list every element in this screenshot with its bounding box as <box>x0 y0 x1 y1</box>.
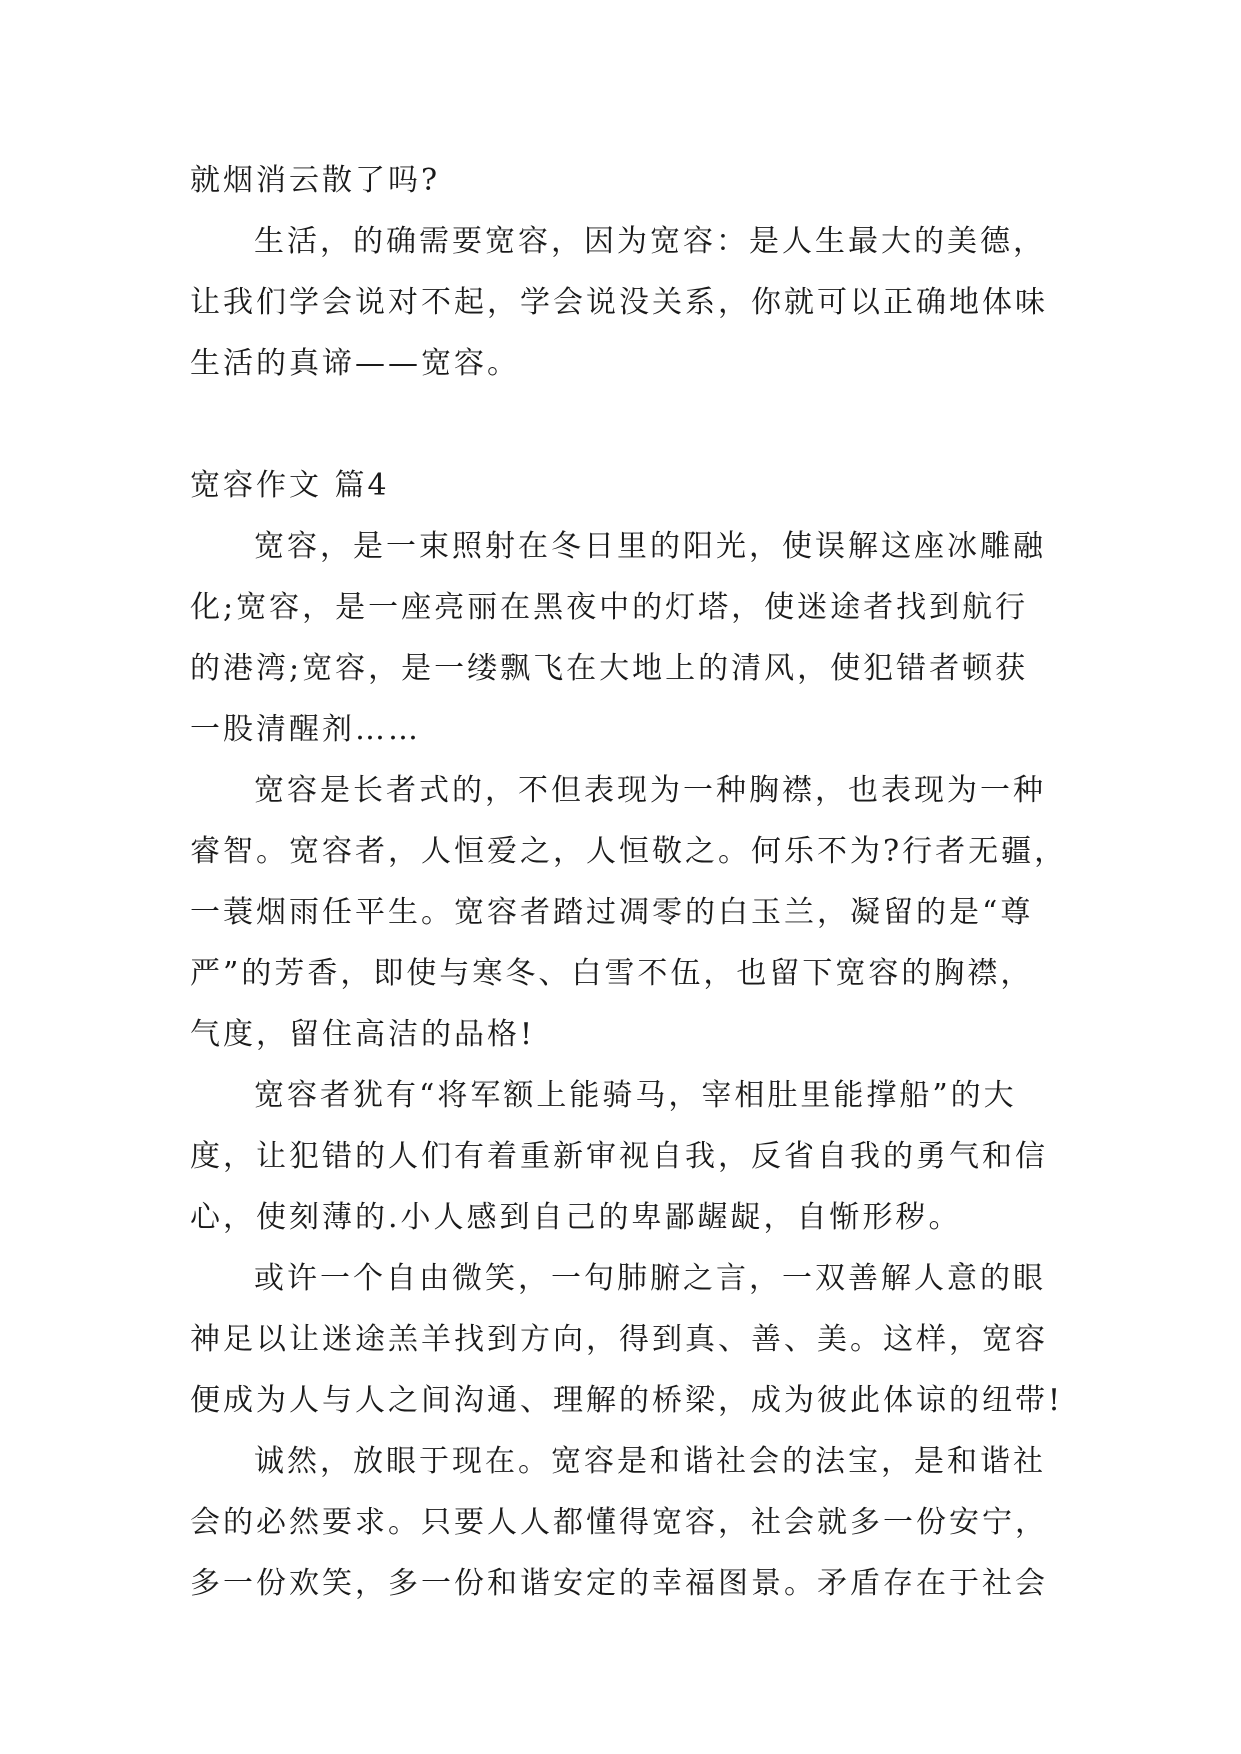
text-line: 多一份欢笑，多一份和谐安定的幸福图景。矛盾存在于社会 <box>190 1566 1048 1601</box>
paragraph-5 <box>190 1431 1050 1614</box>
text-line: 让我们学会说对不起，学会说没关系，你就可以正确地体味 <box>190 285 1048 320</box>
text-line: 诚然，放眼于现在。宽容是和谐社会的法宝，是和谐社 <box>254 1444 1046 1479</box>
text-line: 生活的真谛——宽容。 <box>190 346 520 381</box>
text-line: 便成为人与人之间沟通、理解的桥梁，成为彼此体谅的纽带! <box>190 1383 1064 1418</box>
paragraph-1 <box>190 516 1050 760</box>
text-line: 心，使刻薄的.小人感到自己的卑鄙龌龊，自惭形秽。 <box>190 1200 962 1235</box>
text-line: 宽容者犹有“将军额上能骑马，宰相肚里能撑船”的大 <box>254 1078 1017 1113</box>
text-line: 气度，留住高洁的品格! <box>190 1017 536 1052</box>
paragraph-4 <box>190 1248 1064 1431</box>
paragraph-2 <box>190 760 1068 1065</box>
paragraph-conclusion <box>190 211 1050 394</box>
section-spacer <box>190 394 1050 455</box>
text-line: 度，让犯错的人们有着重新审视自我，反省自我的勇气和信 <box>190 1139 1048 1174</box>
text-line: 宽容，是一束照射在冬日里的阳光，使误解这座冰雕融 <box>254 529 1046 564</box>
paragraph-continuation <box>190 150 1050 211</box>
text-line: 一蓑烟雨任平生。宽容者踏过凋零的白玉兰，凝留的是“尊 <box>190 895 1034 930</box>
text-line: 就烟消云散了吗? <box>190 163 441 198</box>
text-line: 宽容是长者式的，不但表现为一种胸襟，也表现为一种 <box>254 773 1046 808</box>
section-heading: 宽容作文 篇4 <box>190 468 390 503</box>
text-line: 睿智。宽容者，人恒爱之，人恒敬之。何乐不为?行者无疆， <box>190 834 1068 869</box>
text-line: 的港湾;宽容，是一缕飘飞在大地上的清风，使犯错者顿获 <box>190 651 1029 686</box>
text-line: 或许一个自由微笑，一句肺腑之言，一双善解人意的眼 <box>254 1261 1046 1296</box>
document-page <box>190 150 1068 1614</box>
paragraph-3 <box>190 1065 1050 1248</box>
text-line: 化;宽容，是一座亮丽在黑夜中的灯塔，使迷途者找到航行 <box>190 590 1029 625</box>
text-line: 生活，的确需要宽容，因为宽容：是人生最大的美德， <box>254 224 1046 259</box>
text-line: 神足以让迷途羔羊找到方向，得到真、善、美。这样，宽容 <box>190 1322 1048 1357</box>
text-line: 会的必然要求。只要人人都懂得宽容，社会就多一份安宁， <box>190 1505 1048 1540</box>
text-line: 一股清醒剂…… <box>190 712 421 747</box>
text-line: 严”的芳香，即使与寒冬、白雪不伍，也留下宽容的胸襟， <box>190 956 1034 991</box>
